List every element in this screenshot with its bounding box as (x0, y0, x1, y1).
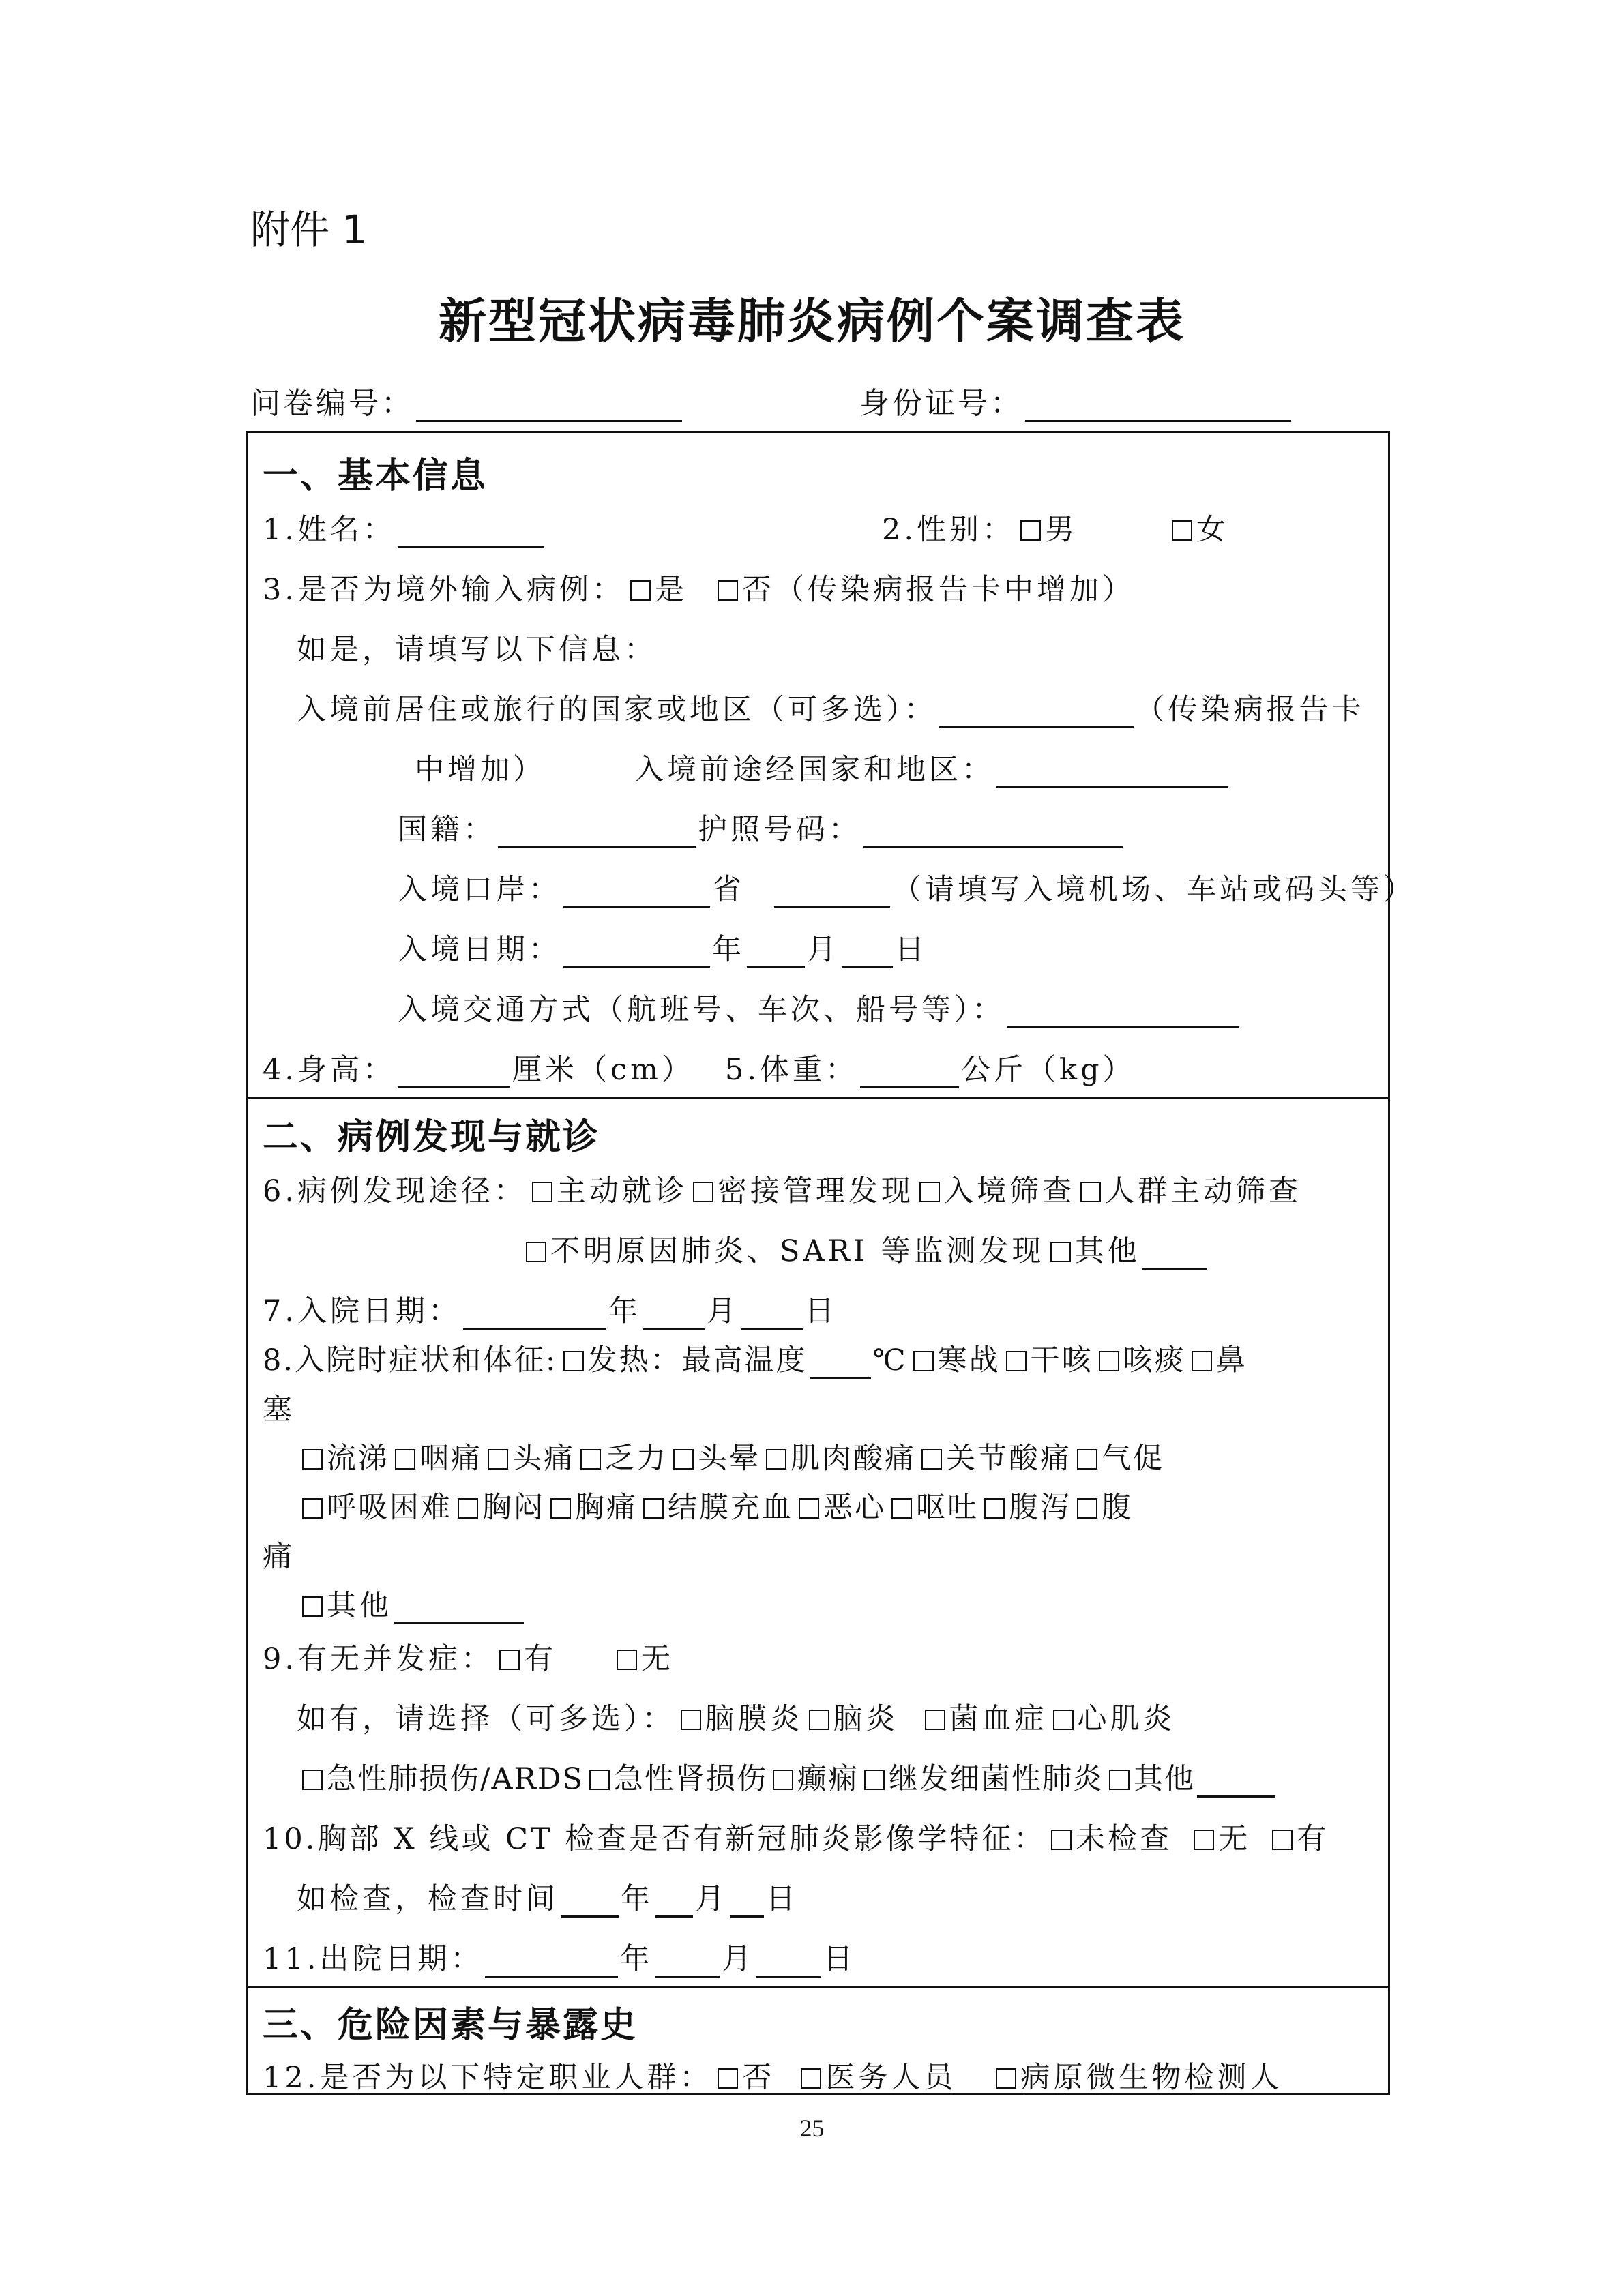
discharge-day-field[interactable] (756, 1945, 821, 1978)
admission-day-field[interactable] (741, 1298, 803, 1330)
q6-opt-4-checkbox[interactable] (1080, 1182, 1101, 1202)
passport-field[interactable] (863, 816, 1123, 848)
complication-yes-checkbox[interactable] (499, 1650, 520, 1670)
diarrhea-checkbox[interactable] (984, 1498, 1005, 1519)
sputum-checkbox[interactable] (1099, 1351, 1119, 1371)
male-checkbox[interactable] (1020, 520, 1041, 541)
symptom-other-row: 其他 (297, 1583, 526, 1624)
complication-row-1: 如有，请选择（可多选）： 脑膜炎 脑炎 菌血症 心肌炎 (297, 1702, 1176, 1736)
shortness-of-breath-checkbox[interactable] (1077, 1449, 1097, 1470)
discharge-month-field[interactable] (655, 1945, 720, 1978)
entry-day-field[interactable] (842, 936, 893, 968)
weight-row: 5.体重： 公斤（kg） (725, 1053, 1136, 1087)
nasal-checkbox[interactable] (1192, 1351, 1212, 1371)
sore-throat-checkbox[interactable] (395, 1449, 415, 1470)
q8-wrap: 塞 (263, 1392, 295, 1427)
symptom-other-checkbox[interactable] (302, 1596, 323, 1617)
q6-row: 6.病例发现途径： 主动就诊 密接管理发现 入境筛查 人群主动筛查 (263, 1174, 1302, 1208)
complication-other-checkbox[interactable] (1109, 1770, 1130, 1790)
abdominal-pain-checkbox[interactable] (1077, 1498, 1097, 1519)
attachment-label: 附件 1 (250, 207, 368, 253)
q6-opt-5-checkbox[interactable] (526, 1242, 546, 1262)
nationality-field[interactable] (498, 816, 696, 848)
epilepsy-checkbox[interactable] (773, 1770, 793, 1790)
q6-other-checkbox[interactable] (1050, 1242, 1071, 1262)
section-divider-2 (248, 1986, 1388, 1988)
complication-other-field[interactable] (1197, 1765, 1275, 1798)
fever-checkbox[interactable] (563, 1351, 584, 1371)
q6-opt-2-checkbox[interactable] (693, 1182, 713, 1202)
dyspnea-checkbox[interactable] (302, 1498, 323, 1519)
q8-row: 8.入院时症状和体征: 发热：最高温度 ℃ 寒战 干咳 咳痰 鼻 (263, 1343, 1247, 1377)
max-temp-field[interactable] (810, 1347, 871, 1379)
entry-date-row: 入境日期： 年 月 日 (398, 933, 928, 967)
q12-row: 12.是否为以下特定职业人群： 否 医务人员 病原微生物检测人 (263, 2061, 1283, 2095)
runny-nose-checkbox[interactable] (302, 1449, 323, 1470)
ards-checkbox[interactable] (302, 1770, 323, 1790)
not-examined-checkbox[interactable] (1051, 1830, 1072, 1850)
symptom-other-field[interactable] (394, 1592, 524, 1624)
imaging-yes-checkbox[interactable] (1272, 1830, 1293, 1850)
q6-other-field[interactable] (1142, 1238, 1207, 1270)
countries-row: 入境前居住或旅行的国家或地区（可多选）： （传染病报告卡 (297, 693, 1365, 727)
entry-month-field[interactable] (747, 936, 805, 968)
chest-pain-checkbox[interactable] (550, 1498, 571, 1519)
vomiting-checkbox[interactable] (891, 1498, 912, 1519)
exam-day-field[interactable] (730, 1885, 764, 1918)
q9-row: 9.有无并发症： 有 无 (263, 1642, 675, 1676)
meningitis-checkbox[interactable] (681, 1710, 701, 1730)
q6-opt-1-checkbox[interactable] (532, 1182, 552, 1202)
form-title: 新型冠状病毒肺炎病例个案调查表 (439, 293, 1185, 349)
encephalitis-checkbox[interactable] (809, 1710, 829, 1730)
name-field[interactable] (398, 516, 544, 548)
questionnaire-no-field[interactable] (416, 386, 682, 422)
q6-row-2: 不明原因肺炎、SARI 等监测发现 其他 (520, 1228, 1209, 1270)
fatigue-checkbox[interactable] (580, 1449, 601, 1470)
transport-field[interactable] (1007, 996, 1239, 1028)
dry-cough-checkbox[interactable] (1006, 1351, 1027, 1371)
id-no-field[interactable] (1025, 386, 1291, 422)
entry-year-field[interactable] (563, 936, 710, 968)
exam-time-row: 如检查，检查时间 年 月 日 (297, 1882, 799, 1916)
q11-row: 11.出院日期： 年 月 日 (263, 1942, 857, 1976)
lab-staff-checkbox[interactable] (996, 2068, 1016, 2089)
exam-year-field[interactable] (561, 1885, 619, 1918)
joint-ache-checkbox[interactable] (921, 1449, 942, 1470)
chest-tightness-checkbox[interactable] (458, 1498, 478, 1519)
admission-year-field[interactable] (463, 1298, 606, 1330)
q6-opt-3-checkbox[interactable] (919, 1182, 940, 1202)
section-risk-exposure: 三、危险因素与暴露史 (263, 2005, 638, 2046)
section-basic-info: 一、基本信息 (263, 456, 488, 496)
symptom-row-2: 流涕 咽痛 头痛 乏力 头晕 肌肉酸痛 关节酸痛 气促 (297, 1435, 1164, 1477)
dizziness-checkbox[interactable] (673, 1449, 694, 1470)
imaging-no-checkbox[interactable] (1194, 1830, 1214, 1850)
import-no-checkbox[interactable] (718, 580, 738, 601)
kidney-injury-checkbox[interactable] (589, 1770, 610, 1790)
nationality-row: 国籍： 护照号码： (398, 807, 1125, 848)
complication-row-2: 急性肺损伤/ARDS 急性肾损伤 癫痫 继发细菌性肺炎 其他 (297, 1756, 1278, 1798)
q10-row: 10.胸部 X 线或 CT 检查是否有新冠肺炎影像学特征： 未检查 无 有 (263, 1822, 1329, 1856)
import-row: 3.是否为境外输入病例： 是 否（传染病报告卡中增加） (263, 573, 1136, 607)
female-checkbox[interactable] (1172, 520, 1192, 541)
height-row: 4.身高： 厘米（cm） (263, 1053, 694, 1087)
symptom-row-3: 呼吸困难 胸闷 胸痛 结膜充血 恶心 呕吐 腹泻 腹 (297, 1485, 1133, 1526)
if-yes-text: 如是，请填写以下信息： (297, 633, 657, 667)
survey-form (246, 431, 1416, 2095)
transit-row: 中增加） 入境前途经国家和地区： (415, 747, 1230, 788)
transport-row: 入境交通方式（航班号、车次、船号等）： (398, 987, 1241, 1028)
myocarditis-checkbox[interactable] (1053, 1710, 1074, 1730)
q7-row: 7.入院日期： 年 月 日 (263, 1294, 838, 1328)
nausea-checkbox[interactable] (799, 1498, 819, 1519)
muscle-ache-checkbox[interactable] (766, 1449, 786, 1470)
symptom-wrap: 痛 (263, 1540, 295, 1574)
port-province-field[interactable] (563, 876, 710, 908)
admission-month-field[interactable] (643, 1298, 705, 1330)
transit-field[interactable] (996, 756, 1228, 788)
section-case-discovery: 二、病例发现与就诊 (263, 1117, 601, 1158)
bacterial-pneumonia-checkbox[interactable] (864, 1770, 885, 1790)
id-no-row: 身份证号： (859, 378, 1293, 422)
countries-field[interactable] (939, 696, 1134, 728)
headache-checkbox[interactable] (488, 1449, 508, 1470)
chills-checkbox[interactable] (913, 1351, 934, 1371)
import-yes-checkbox[interactable] (630, 580, 651, 601)
page-number: 25 (799, 2115, 825, 2142)
conjunctival-checkbox[interactable] (643, 1498, 664, 1519)
port-name-field[interactable] (774, 876, 890, 908)
discharge-year-field[interactable] (485, 1945, 618, 1978)
exam-month-field[interactable] (655, 1885, 693, 1918)
medical-staff-checkbox[interactable] (801, 2068, 821, 2089)
complication-no-checkbox[interactable] (617, 1650, 637, 1670)
questionnaire-no-row: 问卷编号： (250, 378, 684, 422)
gender-row: 2.性别： 男 女 (882, 513, 1230, 547)
bacteremia-checkbox[interactable] (925, 1710, 945, 1730)
section-divider-1 (248, 1097, 1388, 1099)
port-row: 入境口岸： 省 （请填写入境机场、车站或码头等） (398, 873, 1416, 907)
weight-field[interactable] (860, 1056, 959, 1088)
name-row: 1.姓名： (263, 507, 546, 548)
occupation-no-checkbox[interactable] (718, 2068, 738, 2089)
height-field[interactable] (398, 1056, 510, 1088)
